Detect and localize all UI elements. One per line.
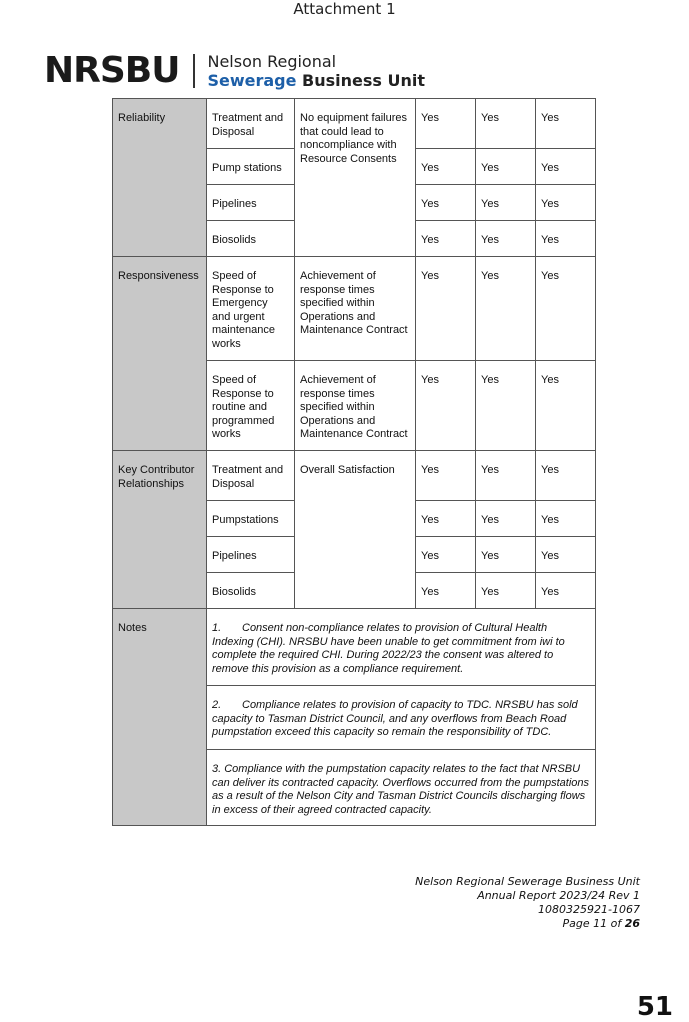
- value-cell: Yes: [536, 573, 596, 609]
- value-cell: Yes: [476, 537, 536, 573]
- measure-cell: Achievement of response times specified within Operations and Maintenance Contract: [295, 361, 416, 451]
- note-3: [207, 750, 596, 826]
- value-cell: Yes: [536, 537, 596, 573]
- value-cell: Yes: [476, 451, 536, 501]
- footer-docref: 1080325921-1067: [538, 903, 640, 916]
- value-cell: Yes: [536, 257, 596, 361]
- value-cell: Yes: [476, 221, 536, 257]
- footer-org: Nelson Regional Sewerage Business Unit: [415, 875, 640, 888]
- measure-cell: No equipment failures that could lead to noncompliance with Resource Consents: [295, 99, 416, 257]
- value-cell: Yes: [416, 451, 476, 501]
- footer-page-prefix: Page 11 of: [562, 917, 625, 930]
- measure-cell: Overall Satisfaction: [295, 451, 416, 609]
- value-cell: Yes: [416, 537, 476, 573]
- footer-page: [415, 917, 640, 931]
- item-cell: Treatment and Disposal: [207, 451, 295, 501]
- value-cell: Yes: [416, 501, 476, 537]
- table-row: [113, 257, 596, 361]
- logo-mark-b: B: [124, 50, 152, 91]
- value-cell: Yes: [416, 361, 476, 451]
- logo-mark-c: U: [151, 50, 180, 91]
- value-cell: Yes: [536, 185, 596, 221]
- value-cell: Yes: [416, 221, 476, 257]
- value-cell: Yes: [416, 573, 476, 609]
- value-cell: Yes: [416, 257, 476, 361]
- item-cell: Pump stations: [207, 149, 295, 185]
- value-cell: Yes: [476, 501, 536, 537]
- value-cell: Yes: [476, 149, 536, 185]
- page-number: 51: [636, 992, 673, 1022]
- value-cell: Yes: [476, 257, 536, 361]
- value-cell: Yes: [416, 99, 476, 149]
- value-cell: Yes: [536, 221, 596, 257]
- value-cell: Yes: [416, 185, 476, 221]
- value-cell: Yes: [476, 99, 536, 149]
- logo-line1: Nelson Regional: [207, 52, 337, 71]
- page-footer: [415, 875, 640, 931]
- logo-text: [207, 52, 425, 90]
- value-cell: Yes: [536, 501, 596, 537]
- category-reliability: Reliability: [113, 99, 207, 257]
- table-row: [113, 609, 596, 686]
- value-cell: Yes: [476, 573, 536, 609]
- note-text: 3. Compliance with the pumpstation capacity relates to the fact that NRSBU can deliver its contracted capacity. Overflows occurred from the pumpstations as a result of the Nelson City and Tasman District Councils discharging flows in excess of their agreed contracted capacity.: [212, 763, 590, 816]
- note-number: 1.: [212, 622, 222, 634]
- value-cell: Yes: [476, 361, 536, 451]
- measure-cell: Achievement of response times specified within Operations and Maintenance Contract: [295, 257, 416, 361]
- item-cell: Speed of Response to routine and programmed works: [207, 361, 295, 451]
- item-cell: Pipelines: [207, 537, 295, 573]
- item-cell: Pipelines: [207, 185, 295, 221]
- note-1: [207, 609, 596, 686]
- logo-line2: [207, 71, 425, 90]
- logo-line2-rest: Business Unit: [296, 71, 426, 90]
- footer-report: Annual Report 2023/24 Rev 1: [477, 889, 640, 902]
- logo-line2-blue: Sewerage: [207, 71, 297, 90]
- item-cell: Biosolids: [207, 573, 295, 609]
- logo-divider: [193, 54, 195, 88]
- table-row: [113, 99, 596, 149]
- category-key-contributor: Key Contributor Relationships: [113, 451, 207, 609]
- performance-table: [112, 98, 596, 826]
- value-cell: Yes: [416, 149, 476, 185]
- category-notes: Notes: [113, 609, 207, 826]
- item-cell: Pumpstations: [207, 501, 295, 537]
- note-text: Consent non-compliance relates to provision of Cultural Health Indexing (CHI). NRSBU have been unable to get commitment from iwi to complete the required CHI. During 2022/23 the consent was altered to remove this provision as a compliance requirement.: [212, 622, 565, 675]
- value-cell: Yes: [536, 361, 596, 451]
- category-responsiveness: Responsiveness: [113, 257, 207, 451]
- logo-mark: [44, 50, 180, 91]
- item-cell: Biosolids: [207, 221, 295, 257]
- logo-mark-a: NRS: [44, 50, 125, 91]
- table-row: [113, 451, 596, 501]
- note-2: [207, 686, 596, 750]
- item-cell: Speed of Response to Emergency and urgent maintenance works: [207, 257, 295, 361]
- value-cell: Yes: [536, 451, 596, 501]
- note-number: 2.: [212, 699, 222, 711]
- value-cell: Yes: [536, 99, 596, 149]
- value-cell: Yes: [476, 185, 536, 221]
- value-cell: Yes: [536, 149, 596, 185]
- nrsbu-logo: [44, 52, 425, 90]
- attachment-label: Attachment 1: [293, 0, 396, 18]
- item-cell: Treatment and Disposal: [207, 99, 295, 149]
- note-text: Compliance relates to provision of capacity to TDC. NRSBU has sold capacity to Tasman District Council, and any overflows from Beach Road pumpstation exceed this capacity so remain the responsibility of TDC.: [212, 699, 578, 738]
- footer-page-total: 26: [624, 917, 640, 930]
